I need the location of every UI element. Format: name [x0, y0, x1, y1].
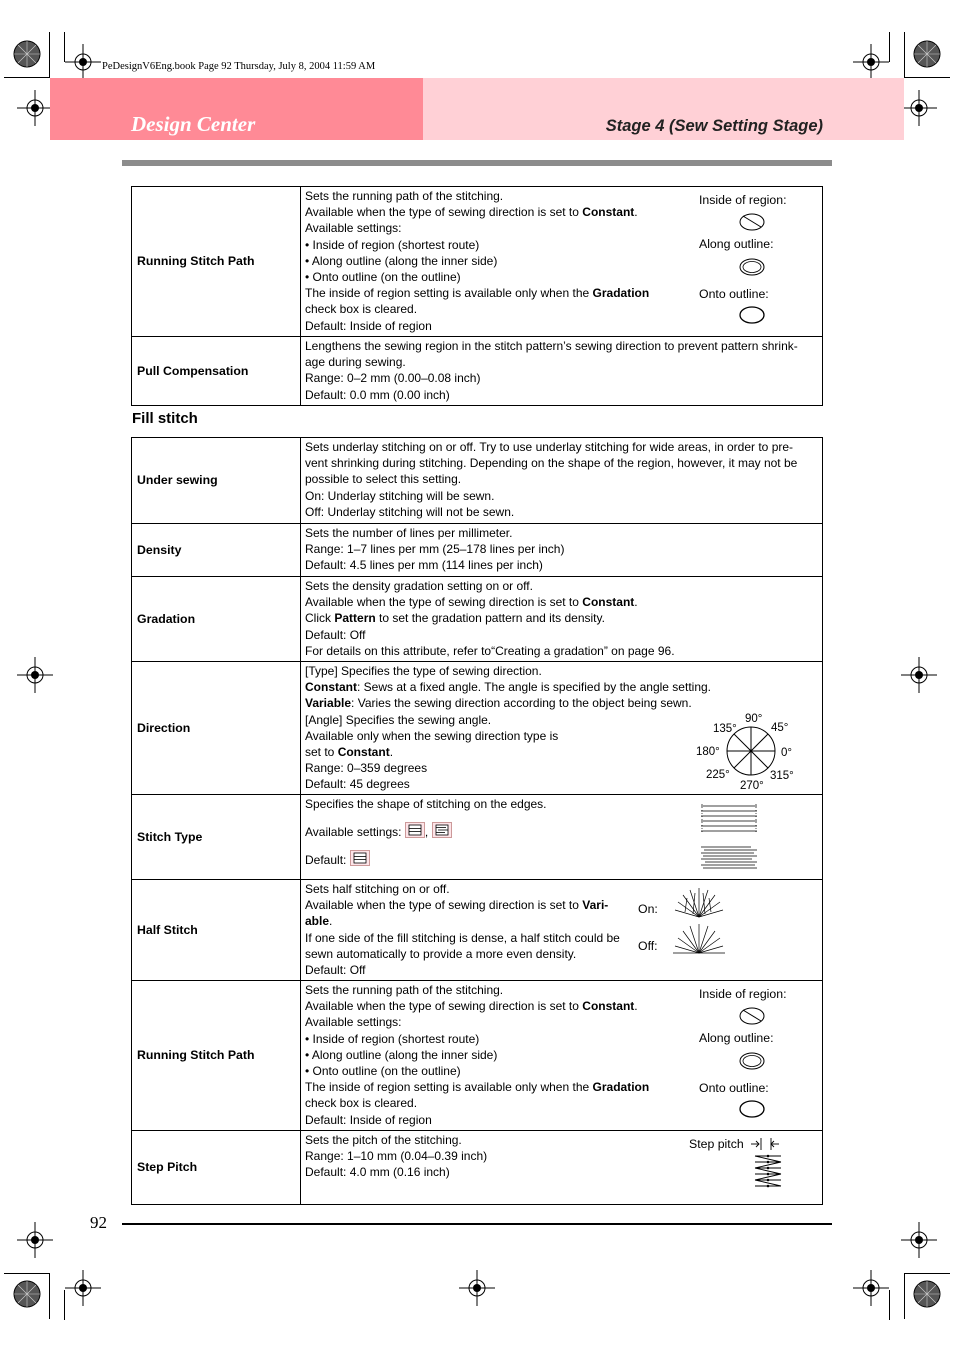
along-outline-icon: [737, 256, 767, 278]
along-outline-caption: Along outline:: [699, 237, 774, 251]
table-row: [132, 981, 823, 1131]
fill-along-outline-caption: Along outline:: [699, 1031, 774, 1045]
stage-title: Stage 4 (Sew Setting Stage): [605, 117, 823, 135]
table-row: [132, 577, 823, 662]
fill-running-stitch-path-label: Running Stitch Path: [132, 981, 301, 1131]
inside-region-icon: [737, 211, 767, 233]
fill-along-outline-icon: [737, 1050, 767, 1072]
angle-90-label: 90°: [745, 713, 763, 725]
density-desc: Sets the number of lines per millimeter. Range: 1–7 lines per mm (25–178 lines per inch) Default: 4.5 lines per mm (114 lines per inch): [301, 524, 823, 577]
table-row: [132, 662, 823, 795]
half-stitch-on-icon: [673, 888, 725, 918]
running-stitch-path-desc: Sets the running path of the stitching. Available when the type of sewing direction is set to Constant. Available settings: • Inside of region (shortest route) • Along outline (along the inner side) • Onto outline (on the outline) The inside of region setting is available only when the Gradation check box is cleared. Default: Inside of region Inside of region: Along outline: Onto outline:: [301, 187, 823, 337]
page-number: 92: [90, 1213, 107, 1232]
direction-desc: [Type] Specifies the type of sewing direction. Constant: Sews at a fixed angle. The angle is specified by the angle setting. Variable: Varies the sewing direction according to the object being sewn. [Angle] Specifies the sewing angle. Available only when the sewing direction type is set to Constant. Range: 0–359 degrees Default: 45 degrees 90° 45° 135° 180° 0° 225° 315° 270°: [301, 662, 823, 795]
table-row: [132, 1131, 823, 1205]
gradation-desc: Sets the density gradation setting on or off. Available when the type of sewing direction is set to Constant. Click Pattern to set the gradation pattern and its density. Default: Off For details on this attribute, refer to“Creating a gradation” on page 96.: [301, 577, 823, 662]
angle-180-label: 180°: [696, 746, 720, 758]
angle-45-label: 45°: [771, 722, 789, 734]
pull-compensation-desc: Lengthens the sewing region in the stitch pattern’s sewing direction to prevent pattern shrink- age during sewing. Range: 0–2 mm (0.00–0.08 inch) Default: 0.0 mm (0.00 inch): [301, 337, 823, 406]
table-row: [132, 438, 823, 524]
stitch-type-default-icon: [350, 850, 370, 866]
step-pitch-caption: Step pitch: [689, 1137, 744, 1151]
footer-rule: [122, 1223, 832, 1225]
onto-outline-icon: [737, 304, 767, 326]
density-label: Density: [132, 524, 301, 577]
under-sewing-label: Under sewing: [132, 438, 301, 524]
fill-stitch-table: [131, 437, 823, 1205]
under-sewing-desc: Sets underlay stitching on or off. Try to use underlay stitching for wide areas, in order to pre- vent shrinking during stitching. Depending on the shape of the region, however, it may not be possible to select this setting. On: Underlay stitching will be sewn. Off: Underlay stitching will not be sewn.: [301, 438, 823, 524]
running-stitch-path-label: Running Stitch Path: [132, 187, 301, 337]
inside-region-caption: Inside of region:: [699, 193, 787, 207]
step-pitch-label: Step Pitch: [132, 1131, 301, 1205]
random-stitch-sample-icon: [701, 845, 757, 871]
stitch-type-normal-icon: [405, 822, 425, 838]
fill-inside-region-icon: [737, 1005, 767, 1027]
table-row: [132, 524, 823, 577]
angle-135-label: 135°: [713, 723, 737, 735]
half-stitch-label: Half Stitch: [132, 880, 301, 981]
angle-0-label: 0°: [781, 747, 792, 759]
half-stitch-on-caption: On:: [638, 902, 658, 916]
stitch-type-label: Stitch Type: [132, 795, 301, 880]
gradation-label: Gradation: [132, 577, 301, 662]
step-pitch-desc: Sets the pitch of the stitching. Range: 1–10 mm (0.04–0.39 inch) Default: 4.0 mm (0.16 inch) Step pitch: [301, 1131, 823, 1205]
stitch-type-desc: Specifies the shape of stitching on the edges. Available settings: , Default:: [301, 795, 823, 880]
stitch-type-random-icon: [432, 822, 452, 838]
fill-running-stitch-path-desc: Sets the running path of the stitching. Available when the type of sewing direction is set to Constant. Available settings: • Inside of region (shortest route) • Along outline (along the inner side) • Onto outline (on the outline) The inside of region setting is available only when the Gradation check box is cleared. Default: Inside of region Inside of region: Along outline: Onto outline:: [301, 981, 823, 1131]
angle-315-label: 315°: [770, 770, 794, 782]
table-row: [132, 187, 823, 337]
half-stitch-desc: Sets half stitching on or off. Available when the type of sewing direction is set to Vari- able. If one side of the fill stitching is dense, a half stitch could be sewn automatically to provide a more even density. Default: Off On: Off:: [301, 880, 823, 981]
half-stitch-off-icon: [673, 924, 725, 954]
top-settings-table: [131, 186, 823, 406]
half-stitch-off-caption: Off:: [638, 939, 658, 953]
pull-compensation-label: Pull Compensation: [132, 337, 301, 406]
section-title: Design Center: [131, 112, 256, 136]
header-rule: [122, 160, 832, 166]
direction-label: Direction: [132, 662, 301, 795]
fill-onto-outline-caption: Onto outline:: [699, 1081, 769, 1095]
angle-270-label: 270°: [740, 780, 764, 792]
normal-stitch-sample-icon: [701, 804, 757, 832]
step-pitch-icon: [751, 1136, 785, 1196]
onto-outline-caption: Onto outline:: [699, 287, 769, 301]
table-row: [132, 337, 823, 406]
table-row: [132, 880, 823, 981]
fill-inside-region-caption: Inside of region:: [699, 987, 787, 1001]
fill-stitch-heading: Fill stitch: [132, 410, 198, 427]
fill-onto-outline-icon: [737, 1098, 767, 1120]
book-file-line: PeDesignV6Eng.book Page 92 Thursday, July 8, 2004 11:59 AM: [102, 61, 376, 72]
table-row: [132, 795, 823, 880]
angle-225-label: 225°: [706, 769, 730, 781]
angle-dial-icon: [696, 710, 806, 792]
